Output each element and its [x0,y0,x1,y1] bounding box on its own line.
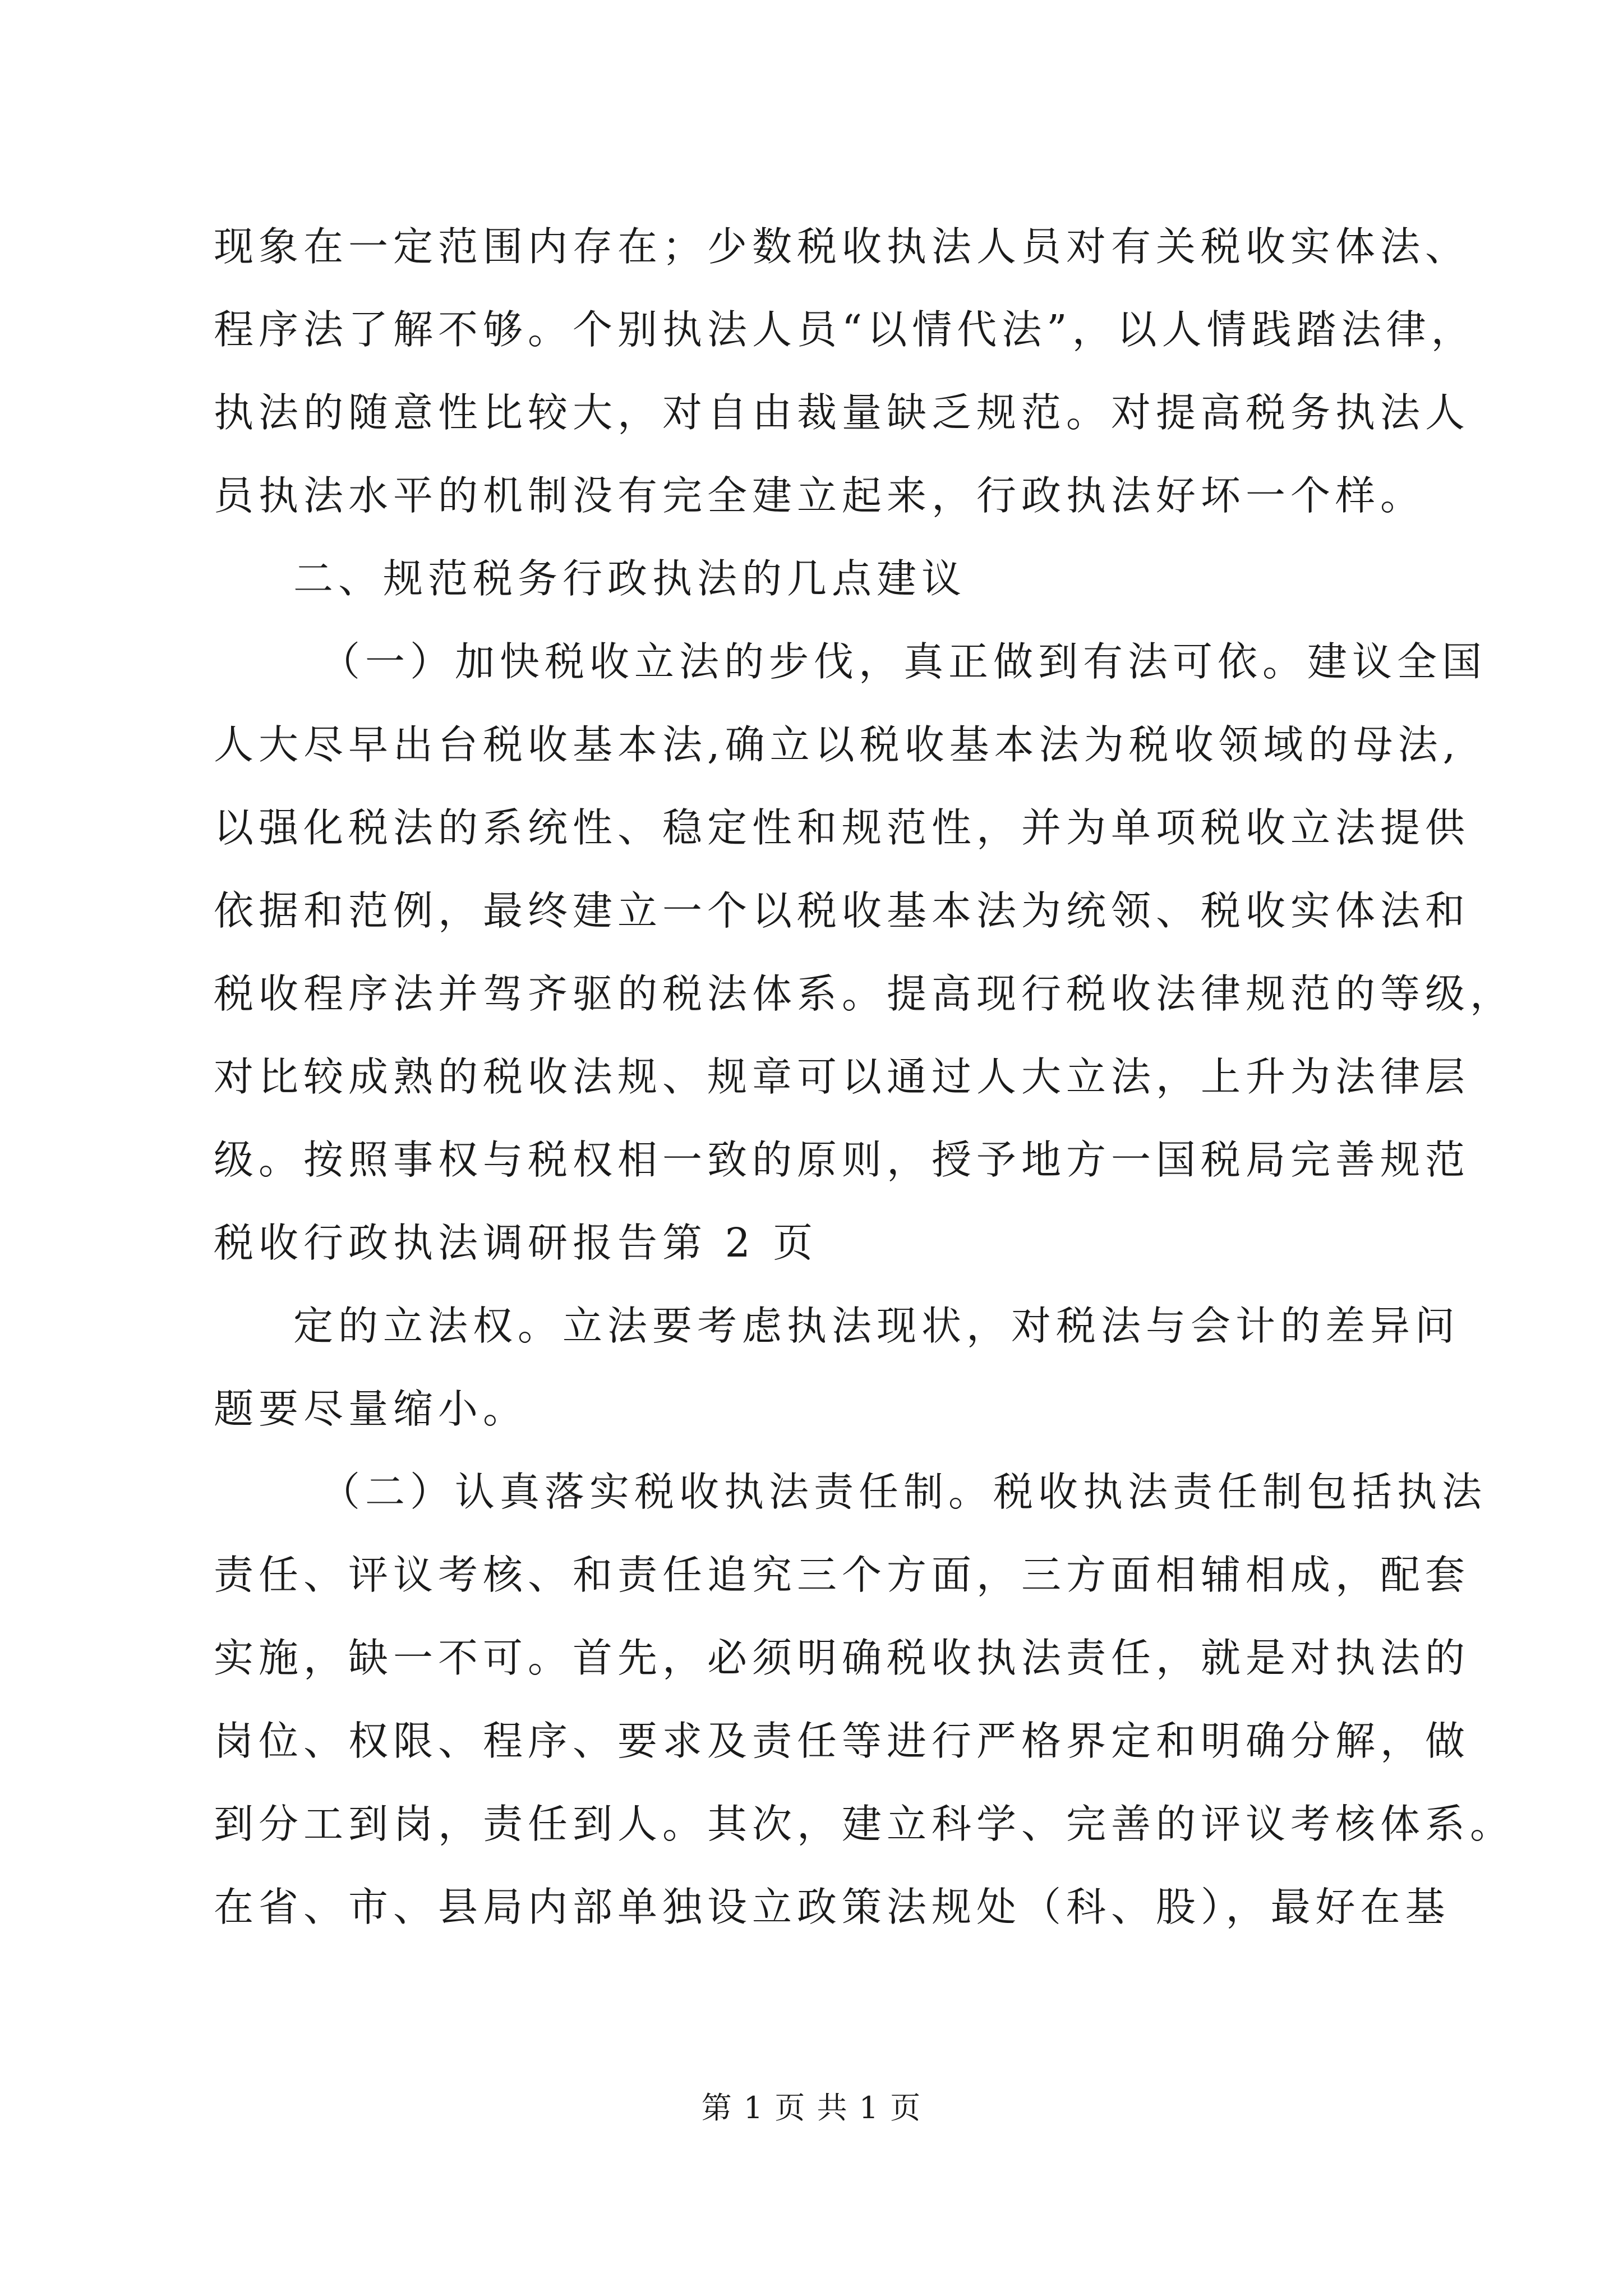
text-line: （一）加快税收立法的步伐，真正做到有法可依。建议全国 [320,638,1487,685]
text-line: 员执法水平的机制没有完全建立起来，行政执法好坏一个样。 [214,472,1426,519]
text-line: 级。按照事权与税权相一致的原则，授予地方一国税局完善规范 [214,1137,1470,1183]
text-line: 定的立法权。立法要考虑执法现状，对税法与会计的差异问 [293,1303,1460,1349]
text-line: 责任、评议考核、和责任追究三个方面，三方面相辅相成，配套 [214,1552,1470,1598]
text-line: 题要尽量缩小。 [214,1386,528,1432]
section-heading: 二、规范税务行政执法的几点建议 [293,555,967,602]
text-line: 在省、市、县局内部单独设立政策法规处（科、股），最好在基 [214,1884,1450,1930]
text-line: 依据和范例，最终建立一个以税收基本法为统领、税收实体法和 [214,887,1470,934]
text-line: 实施，缺一不可。首先，必须明确税收执法责任，就是对执法的 [214,1635,1470,1681]
text-line: 以强化税法的系统性、稳定性和规范性，并为单项税收立法提供 [214,804,1470,851]
text-line: 程序法了解不够。个别执法人员“以情代法”，以人情践踏法律， [214,306,1476,353]
text-line: 人大尽早出台税收基本法,确立以税收基本法为税收领域的母法, [214,721,1461,768]
text-line: 岗位、权限、程序、要求及责任等进行严格界定和明确分解，做 [214,1718,1470,1764]
text-line: 到分工到岗，责任到人。其次，建立科学、完善的评议考核体系。 [214,1801,1515,1847]
page-footer: 第 1 页 共 1 页 [701,2090,922,2125]
text-line: 执法的随意性比较大，对自由裁量缺乏规范。对提高税务执法人 [214,389,1470,436]
text-line: 税收行政执法调研报告第 2 页 [214,1220,818,1266]
text-line: 现象在一定范围内存在；少数税收执法人员对有关税收实体法、 [214,223,1470,270]
text-line: （二）认真落实税收执法责任制。税收执法责任制包括执法 [320,1469,1487,1515]
document-body [214,205,1515,1949]
text-line: 对比较成熟的税收法规、规章可以通过人大立法，上升为法律层 [214,1053,1470,1100]
text-line: 税收程序法并驾齐驱的税法体系。提高现行税收法律规范的等级， [214,970,1515,1017]
